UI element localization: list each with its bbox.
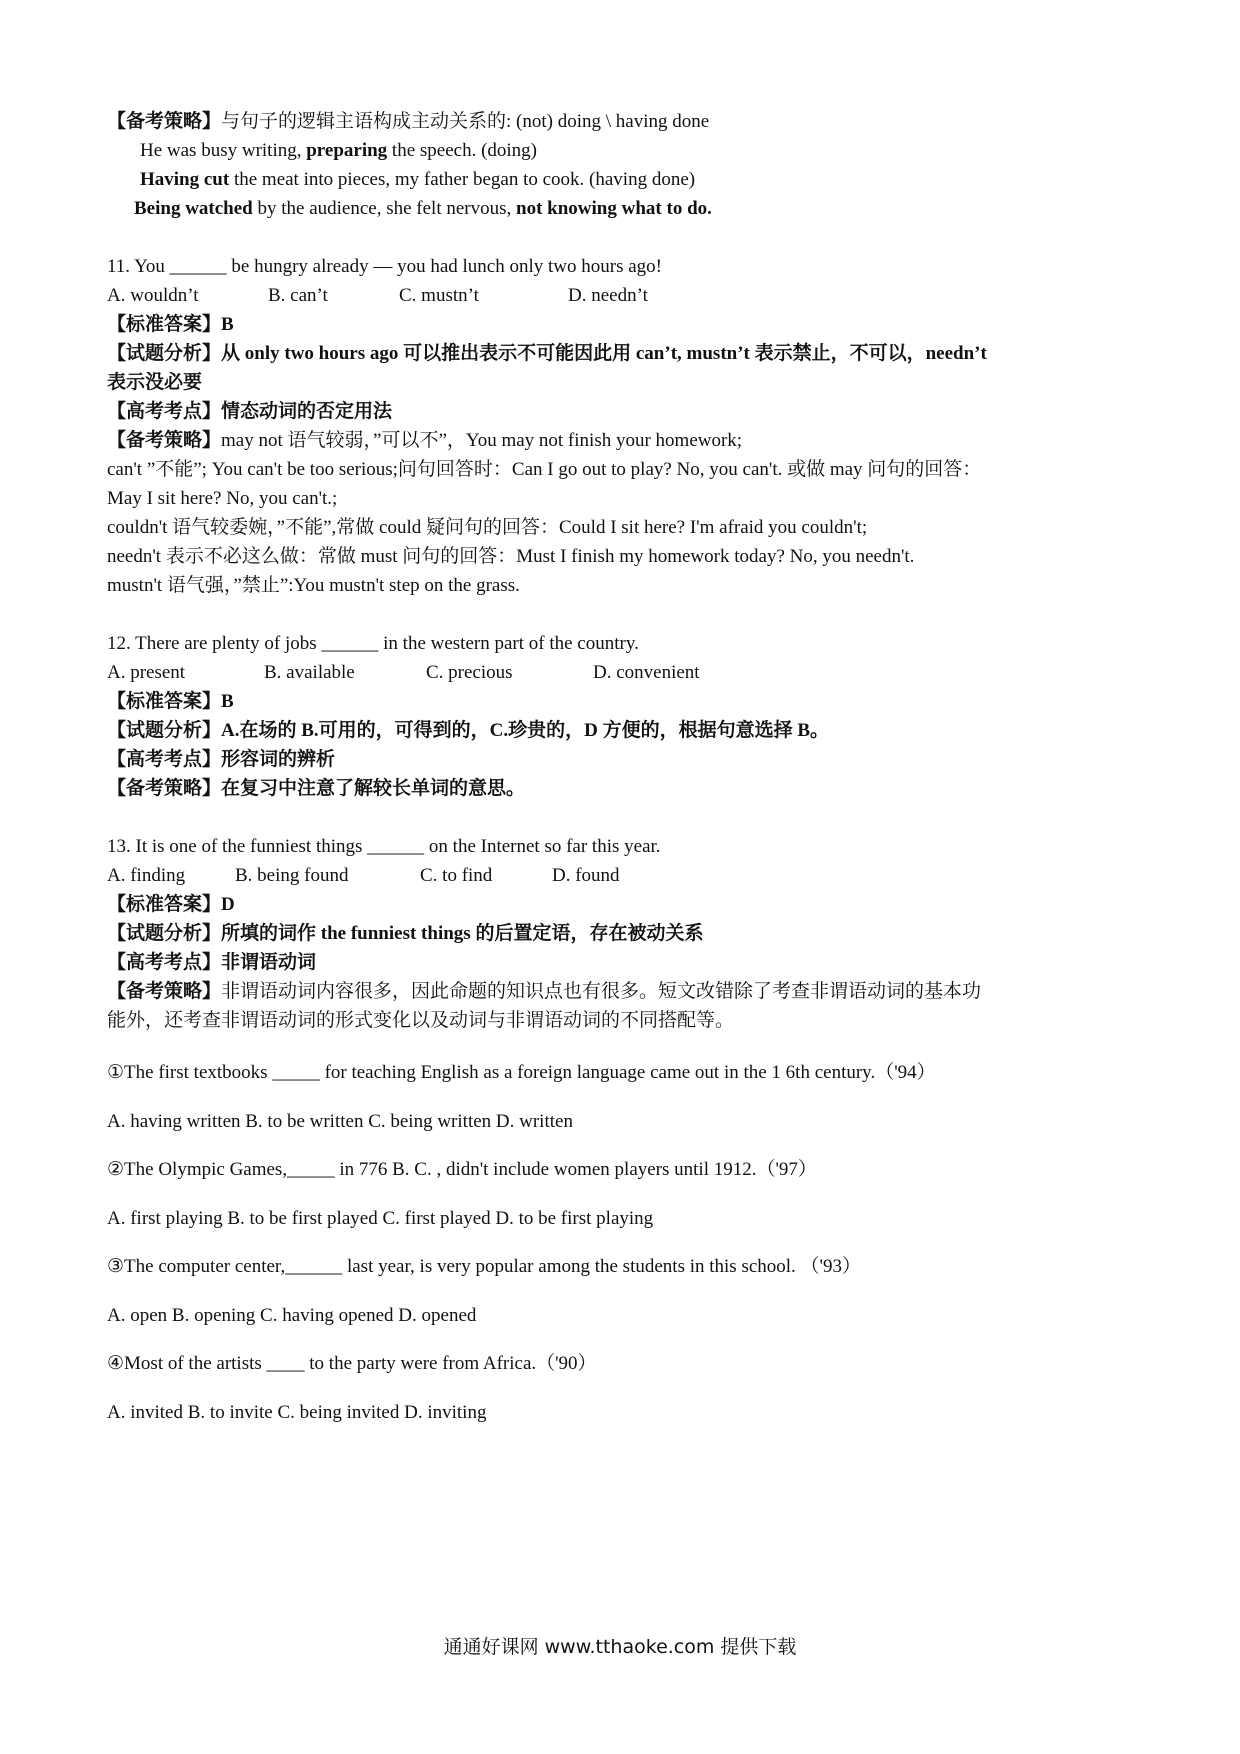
point-label: 【高考考点】 bbox=[107, 401, 222, 422]
answer-label: 【标准答案】 bbox=[107, 894, 222, 915]
example-bold: not knowing what to do. bbox=[516, 198, 712, 219]
answer-value: B bbox=[221, 691, 234, 712]
practice-question: ④Most of the artists ____ to the party were from Africa.（'90） bbox=[107, 1353, 597, 1374]
example-bold: preparing bbox=[306, 140, 388, 161]
option-d: D. needn’t bbox=[568, 285, 648, 306]
point-text: 形容词的辨析 bbox=[221, 749, 336, 770]
strategy-text: 非谓语动词内容很多，因此命题的知识点也有很多。短文改错除了考查非谓语动词的基本功 bbox=[221, 981, 982, 1002]
example-text: by the audience, she felt nervous, bbox=[252, 198, 517, 219]
example-text: the speech. (doing) bbox=[387, 140, 538, 161]
strategy-line: can't ”不能”; You can't be too serious;问句回答时：Can I go out to play? No, you can't. 或做 may 问句的回答： bbox=[107, 459, 982, 480]
practice-options: A. open B. opening C. having opened D. opened bbox=[107, 1305, 477, 1326]
strategy-line: couldn't 语气较委婉，”不能”,常做 could 疑问句的回答：Could I sit here? I'm afraid you couldn't; bbox=[107, 517, 868, 538]
point-label: 【高考考点】 bbox=[107, 952, 222, 973]
point-text: 非谓语动词 bbox=[221, 952, 317, 973]
example-bold: Having cut bbox=[140, 169, 230, 190]
example-text: the meat into pieces, my father began to cook. (having done) bbox=[229, 169, 696, 190]
analysis-text: 所填的词作 the funniest things 的后置定语，存在被动关系 bbox=[221, 923, 704, 944]
strategy-text: may not 语气较弱，”可以不”，You may not finish your homework; bbox=[221, 430, 743, 451]
point-line bbox=[107, 951, 316, 975]
page-footer: 通通好课网 www.tthaoke.com 提供下载 bbox=[443, 1636, 797, 1658]
strategy-line bbox=[107, 980, 981, 1004]
analysis-line bbox=[107, 342, 987, 366]
strategy-label: 【备考策略】 bbox=[107, 778, 222, 799]
analysis-line bbox=[107, 719, 829, 743]
option-a: A. wouldn’t bbox=[107, 285, 199, 306]
example-text: He was busy writing, bbox=[140, 140, 307, 161]
strategy-label: 【备考策略】 bbox=[107, 430, 222, 451]
answer-value: B bbox=[221, 314, 234, 335]
options-row bbox=[107, 284, 807, 308]
example-bold: Being watched bbox=[134, 198, 253, 219]
practice-question: ①The first textbooks _____ for teaching English as a foreign language came out in the 1 6th century.（'94） bbox=[107, 1062, 936, 1083]
practice-question: ③The computer center,______ last year, is very popular among the students in this school. （'93） bbox=[107, 1256, 861, 1277]
question-stem: 11. You ______ be hungry already — you had lunch only two hours ago! bbox=[107, 256, 662, 277]
question-stem: 12. There are plenty of jobs ______ in the western part of the country. bbox=[107, 633, 639, 654]
answer-line bbox=[107, 313, 234, 337]
analysis-text: 从 only two hours ago 可以推出表示不可能因此用 can’t, mustn’t 表示禁止，不可以，needn’t bbox=[221, 343, 987, 364]
point-line bbox=[107, 748, 335, 772]
strategy-text: 与句子的逻辑主语构成主动关系的: (not) doing \ having done bbox=[221, 111, 710, 132]
strategy-text: 在复习中注意了解较长单词的意思。 bbox=[221, 778, 526, 799]
strategy-line: 能外，还考查非谓语动词的形式变化以及动词与非谓语动词的不同搭配等。 bbox=[107, 1010, 735, 1031]
analysis-line-2: 表示没必要 bbox=[107, 372, 203, 393]
answer-line bbox=[107, 893, 235, 917]
intro-strategy bbox=[107, 110, 709, 134]
option-d: D. found bbox=[552, 865, 620, 886]
point-text: 情态动词的否定用法 bbox=[221, 401, 393, 422]
option-b: B. available bbox=[264, 662, 355, 683]
option-c: C. mustn’t bbox=[399, 285, 479, 306]
practice-options: A. first playing B. to be first played C. first played D. to be first playing bbox=[107, 1208, 654, 1229]
option-c: C. to find bbox=[420, 865, 493, 886]
strategy-line: needn't 表示不必这么做：常做 must 问句的回答：Must I finish my homework today? No, you needn't. bbox=[107, 546, 915, 567]
analysis-label: 【试题分析】 bbox=[107, 343, 222, 364]
example-line bbox=[134, 197, 712, 221]
question-stem: 13. It is one of the funniest things ______ on the Internet so far this year. bbox=[107, 836, 661, 857]
analysis-label: 【试题分析】 bbox=[107, 720, 222, 741]
option-c: C. precious bbox=[426, 662, 513, 683]
point-line bbox=[107, 400, 392, 424]
answer-label: 【标准答案】 bbox=[107, 691, 222, 712]
option-d: D. convenient bbox=[593, 662, 700, 683]
option-a: A. finding bbox=[107, 865, 186, 886]
practice-question: ②The Olympic Games,_____ in 776 B. C. , didn't include women players until 1912.（'97） bbox=[107, 1159, 817, 1180]
analysis-label: 【试题分析】 bbox=[107, 923, 222, 944]
example-line bbox=[140, 168, 695, 192]
answer-line bbox=[107, 690, 234, 714]
options-row bbox=[107, 864, 807, 888]
analysis-line bbox=[107, 922, 703, 946]
point-label: 【高考考点】 bbox=[107, 749, 222, 770]
option-a: A. present bbox=[107, 662, 186, 683]
practice-options: A. having written B. to be written C. being written D. written bbox=[107, 1111, 573, 1132]
answer-label: 【标准答案】 bbox=[107, 314, 222, 335]
practice-options: A. invited B. to invite C. being invited D. inviting bbox=[107, 1402, 487, 1423]
options-row bbox=[107, 661, 807, 685]
strategy-line: May I sit here? No, you can't.; bbox=[107, 488, 338, 509]
option-b: B. can’t bbox=[268, 285, 328, 306]
example-line bbox=[140, 139, 537, 163]
strategy-line: mustn't 语气强，”禁止”:You mustn't step on the grass. bbox=[107, 575, 520, 596]
strategy-line bbox=[107, 429, 742, 453]
analysis-text: A.在场的 B.可用的，可得到的，C.珍贵的，D 方便的，根据句意选择 B。 bbox=[221, 720, 830, 741]
strategy-label: 【备考策略】 bbox=[107, 111, 222, 132]
strategy-line bbox=[107, 777, 525, 801]
strategy-label: 【备考策略】 bbox=[107, 981, 222, 1002]
answer-value: D bbox=[221, 894, 235, 915]
option-b: B. being found bbox=[235, 865, 349, 886]
